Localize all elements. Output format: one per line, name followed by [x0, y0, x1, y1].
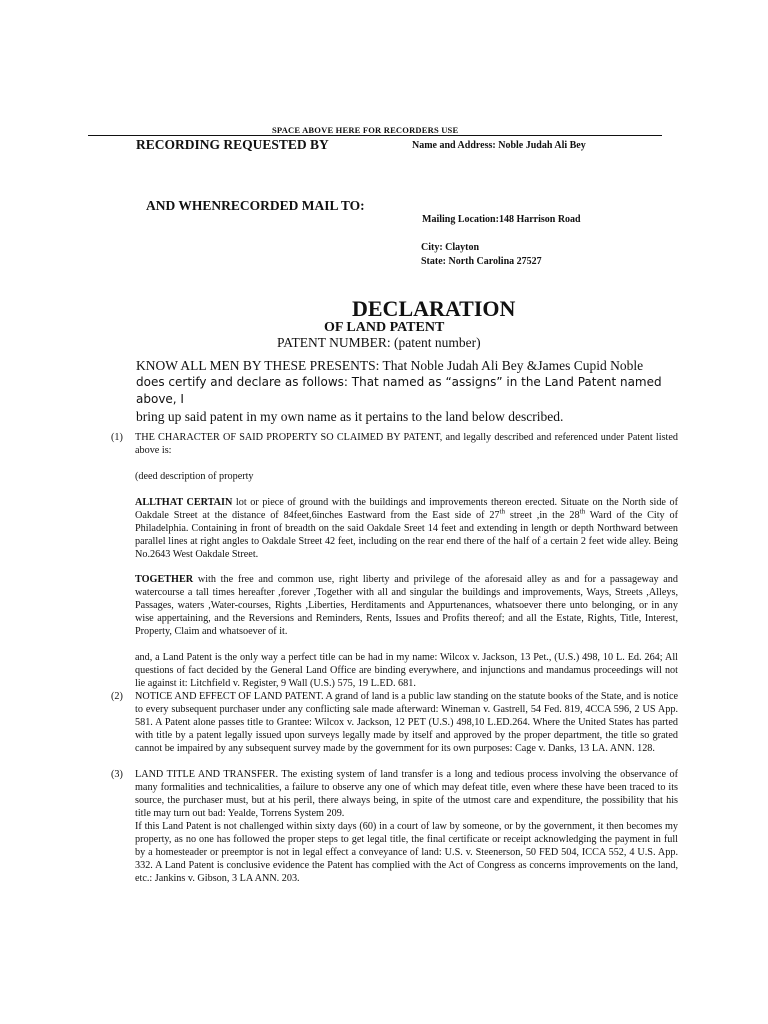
section-2-number: (2) — [111, 691, 123, 702]
deed-description: (deed description of property — [135, 471, 254, 482]
allthat-text-c: Ward of the City of Philadelphia. Containing in front of breadth on the said Oakdale Sreet 14 feet and extending in length or depth Northward between parallel lines at right angles to Oakdale Street 42 feet, including on the rear end there of the half of a certain 2 feet wide alley. Being No.2643 West Oakdale Street. — [135, 509, 679, 560]
mailing-location: Mailing Location:148 Harrison Road — [422, 214, 581, 225]
intro-line-1: KNOW ALL MEN BY THESE PRESENTS: That Noble Judah Ali Bey &James Cupid Noble — [136, 358, 644, 373]
intro-line-3: bring up said patent in my own name as it pertains to the land below described. — [136, 409, 564, 424]
document-subtitle: OF LAND PATENT — [324, 320, 445, 335]
mail-to-label: AND WHENRECORDED MAIL TO: — [146, 198, 365, 213]
section-1-text: THE CHARACTER OF SAID PROPERTY SO CLAIMED BY PATENT, and legally described and referenced under Patent listed above is: — [135, 432, 678, 456]
section-3-number: (3) — [111, 769, 123, 780]
allthat-text-b: street ,in the 28 — [504, 509, 580, 521]
allthat-text-a: lot or piece of ground with the buildings and improvements thereon erected. Situate on the North side of Oakdale Street at the distance of 84feet,6inches Eastward from the East side of 27 — [135, 497, 678, 521]
allthat-paragraph — [135, 497, 678, 562]
section-3-text: LAND TITLE AND TRANSFER. The existing system of land transfer is a long and tedious process involving the observance of many formalities and technicalities, a failure to observe any one of which may defeat title, even where these have been traced to its source, the purchaser must, but at his peril, there always being, in spite of the utmost care and expenditure, the possibility that his title may turn out bad: Yealde, Torrens System 209. — [135, 769, 678, 819]
together-text: with the free and common use, right liberty and privilege of the aforesaid alley as and for a passageway and watercourse a tall times hereafter ,forever ,Together with all and singular the buildings and improvements, Ways, Streets ,Alleys, Passages, waters ,Water-courses, Rights ,Liberties, Herditaments and Appurtenances, whatsoever there unto belonging, or in any wise appertaining, and the Reversions and Reminders, Rents, Issues and Profits thereof; and all the Estate, Rights, Title, Interest, Property, Claim and whatsoever of it. — [135, 574, 678, 637]
section-1-number: (1) — [111, 432, 123, 443]
document-title: DECLARATION — [352, 296, 516, 321]
and-paragraph: and, a Land Patent is the only way a perfect title can be had in my name: Wilcox v. Jackson, 13 Pet., (U.S.) 498, 10 L. Ed. 264; All questions of fact decided by the General Land Office are binding everywhere, and injunctions and mandamus proceedings will not lie against it: Litchfield v. Register, 9 Wall (U.S.) 575, 19 L.ED. 681. — [135, 652, 678, 689]
header-rule — [88, 135, 662, 136]
intro-line-2: does certify and declare as follows: That named as “assigns” in the Land Patent named above, I — [136, 375, 662, 406]
together-label: TOGETHER — [135, 574, 194, 585]
name-and-address: Name and Address: Noble Judah Ali Bey — [412, 140, 586, 151]
intro-paragraph — [136, 357, 696, 425]
patent-number: PATENT NUMBER: (patent number) — [277, 335, 481, 350]
state-line: State: North Carolina 27527 — [421, 256, 542, 267]
ordinal-sup-2: th — [579, 507, 586, 516]
allthat-label: ALLTHAT CERTAIN — [135, 497, 233, 508]
city-line: City: Clayton — [421, 242, 480, 253]
ordinal-sup-1: th — [499, 507, 505, 516]
recording-requested-by: RECORDING REQUESTED BY — [136, 137, 329, 152]
section-2-text: NOTICE AND EFFECT OF LAND PATENT. A grand of land is a public law standing on the statute books of the State, and is notice to every subsequent purchaser under any conflicting sale made afterward: Wineman v. Gastrell, 54 Fed. 819, 4CCA 596, 2 US App. 581. A Patent alone passes title to Grantee: Wilcox v. Jackson, 12 PET (U.S.) 498,10 L.ED.264. Where the United States has parted with title by a patent legally issued upon surveys legally made by itself and approved by the proper department, the title so grated cannot be impaired by any subsequent survey made by the government for its own purposes: Cage v. Danks, 13 LA. ANN. 128. — [135, 691, 678, 754]
together-paragraph — [135, 574, 678, 639]
recorders-use-note: SPACE ABOVE HERE FOR RECORDERS USE — [272, 125, 459, 135]
section-3-text-2: If this Land Patent is not challenged within sixty days (60) in a court of law by someone, or by the government, it then becomes my property, as no one has followed the proper steps to get legal title, the final certificate or receipt acknowledging the payment in full by a homesteader or preemptor is not in legal effect a conveyance of land: U.S. v. Steenerson, 50 FED 504, ICCA 552, 4 U.S. App. 332. A Land Patent is conclusive evidence the Patent has complied with the Act of Congress as concerns improvements on the land, etc.: Jankins v. Gibson, 3 LA ANN. 203. — [135, 821, 678, 884]
